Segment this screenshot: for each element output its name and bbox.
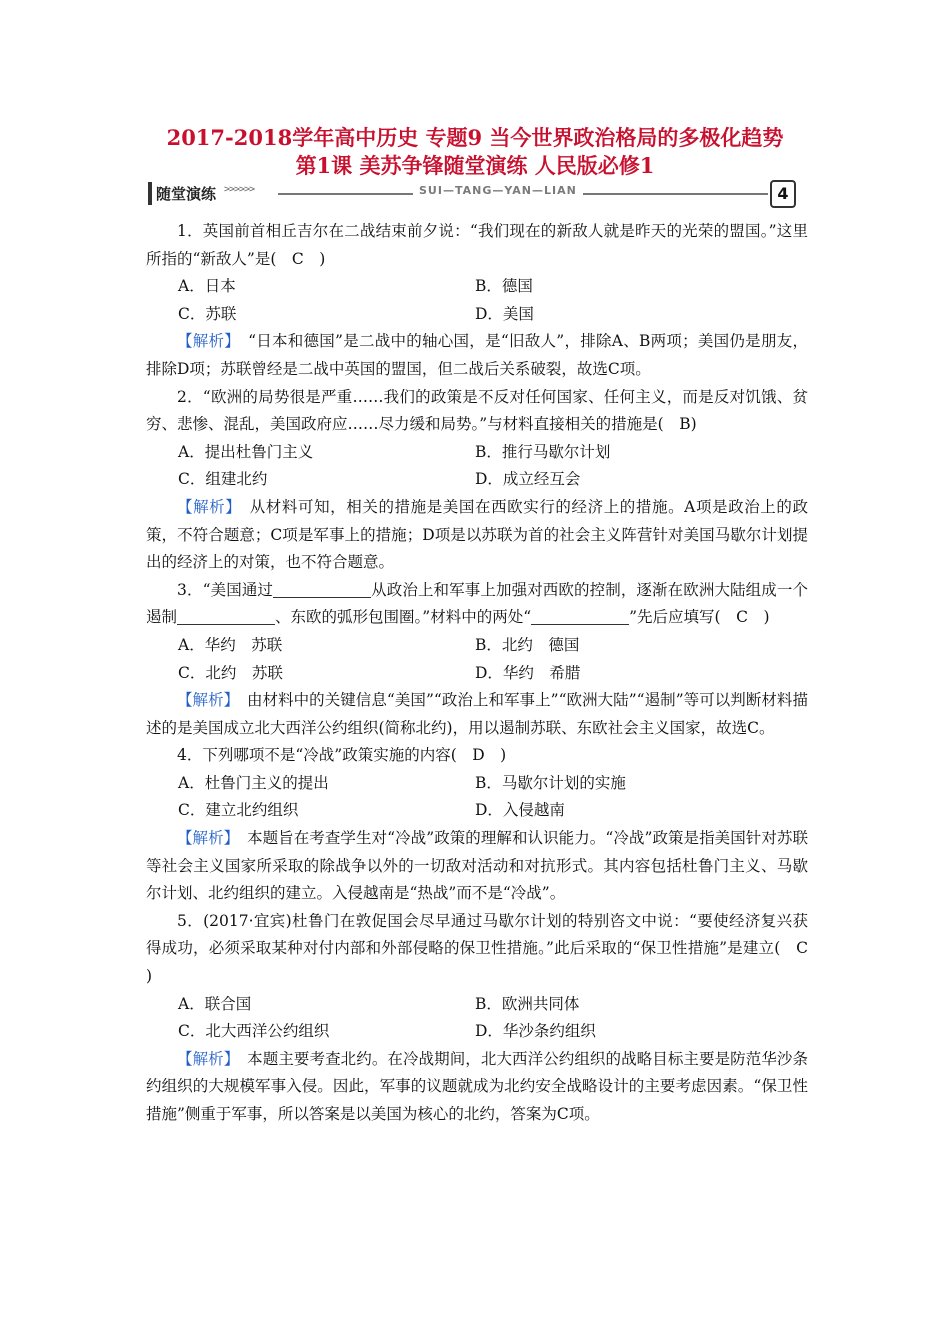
- option: C．建立北约组织: [178, 801, 299, 820]
- question-3-options: [146, 632, 808, 687]
- analysis-label: 【解析】: [177, 332, 233, 351]
- option: B．马歇尔计划的实施: [475, 773, 626, 792]
- fill-blank: [531, 606, 629, 625]
- question-5-options: [146, 991, 808, 1046]
- option: C．北约 苏联: [178, 663, 283, 682]
- document-title-line2: 第1课 美苏争锋随堂演练 人民版必修1: [295, 153, 655, 178]
- banner-chevrons: >>>>>>: [224, 184, 255, 195]
- option: D．成立经互会: [475, 470, 581, 489]
- fill-blank: [273, 579, 371, 598]
- banner-number-badge: 4: [770, 180, 796, 208]
- option: B．北约 德国: [475, 635, 580, 654]
- option: A．提出杜鲁门主义: [178, 442, 314, 461]
- question-4-stem: 4．下列哪项不是“冷战”政策实施的内容( D ): [177, 746, 507, 765]
- option: D．美国: [475, 304, 534, 323]
- question-5-analysis: 【解析】 本题主要考查北约。在冷战期间，北大西洋公约组织的战略目标主要是防范华沙条约组织的大规模军事入侵。因此，军事的议题就成为北约安全战略设计的主要考虑因素。“保卫性措施”侧重于军事，所以答案是以美国为核心的北约，答案为C项。: [146, 1049, 808, 1123]
- question-1-stem: 1．英国前首相丘吉尔在二战结束前夕说：“我们现在的新敌人就是昨天的光荣的盟国。”这里所指的“新敌人”是( C ): [146, 222, 808, 268]
- question-2-stem: 2．“欧洲的局势很是严重……我们的政策是不反对任何国家、任何主义，而是反对饥饿、贫穷、悲惨、混乱，美国政府应……尽力缓和局势。”与材料直接相关的措施是( B): [146, 387, 808, 434]
- fill-blank: [177, 606, 275, 625]
- question-5-stem: 5．(2017·宜宾)杜鲁门在敦促国会尽早通过马歇尔计划的特别咨文中说：“要使经济复兴获得成功，必须采取某种对付内部和外部侵略的保卫性措施。”此后采取的“保卫性措施”是建立( C ): [146, 911, 824, 986]
- option: B．欧洲共同体: [475, 994, 580, 1013]
- option: B．德国: [475, 277, 533, 296]
- analysis-label: 【解析】: [177, 691, 232, 710]
- option: A．日本: [178, 277, 236, 296]
- question-2-options: [146, 439, 808, 494]
- question-1-analysis: 【解析】 “日本和德国”是二战中的轴心国，是“旧敌人”，排除A、B两项；美国仍是朋友，排除D项；苏联曾经是二战中英国的盟国，但二战后关系破裂，故选C项。: [146, 332, 808, 378]
- document-title-line1: 2017-2018学年高中历史 专题9 当今世界政治格局的多极化趋势: [166, 125, 784, 150]
- option: D．华沙条约组织: [475, 1022, 596, 1041]
- question-3-analysis: 【解析】 由材料中的关键信息“美国”“政治上和军事上”“欧洲大陆”“遏制”等可以判断材料描述的是美国成立北大西洋公约组织(简称北约)，用以遏制苏联、东欧社会主义国家，故选C。: [146, 691, 808, 737]
- question-list: [146, 218, 824, 1129]
- analysis-label: 【解析】: [177, 1049, 232, 1068]
- option: A．杜鲁门主义的提出: [178, 773, 329, 792]
- question-3-stem: 3．“美国通过 从政治上和军事上加强对西欧的控制，逐渐在欧洲大陆组成一个遏制 、东欧的弧形包围圈。”材料中的两处“ ”先后应填写( C ): [146, 580, 808, 627]
- option: B．推行马歇尔计划: [475, 442, 611, 461]
- question-1-options: [146, 273, 808, 328]
- question-2-analysis: 【解析】 从材料可知，相关的措施是美国在西欧实行的经济上的措施。A项是政治上的政策，不符合题意；C项是军事上的措施；D项是以苏联为首的社会主义阵营针对美国马歇尔计划提出的经济上的对策，也不符合题意。: [146, 497, 808, 572]
- option: D．华约 希腊: [475, 663, 581, 682]
- banner-pinyin: SUI—TANG—YAN—LIAN: [413, 184, 583, 197]
- question-4-analysis: 【解析】 本题旨在考查学生对“冷战”政策的理解和认识能力。“冷战”政策是指美国针对苏联等社会主义国家所采取的除战争以外的一切敌对活动和对抗形式。其内容包括杜鲁门主义、马歇尔计划、北约组织的建立。入侵越南是“热战”而不是“冷战”。: [146, 829, 808, 903]
- option: A．联合国: [178, 994, 252, 1013]
- option: C．北大西洋公约组织: [178, 1022, 330, 1041]
- option: A．华约 苏联: [178, 635, 283, 654]
- question-4-options: [146, 770, 808, 825]
- analysis-label: 【解析】: [177, 829, 232, 848]
- option: C．组建北约: [178, 470, 268, 489]
- section-banner: [148, 180, 808, 208]
- analysis-label: 【解析】: [177, 497, 234, 516]
- option: C．苏联: [178, 304, 237, 323]
- banner-label: 随堂演练: [148, 182, 220, 205]
- option: D．入侵越南: [475, 801, 565, 820]
